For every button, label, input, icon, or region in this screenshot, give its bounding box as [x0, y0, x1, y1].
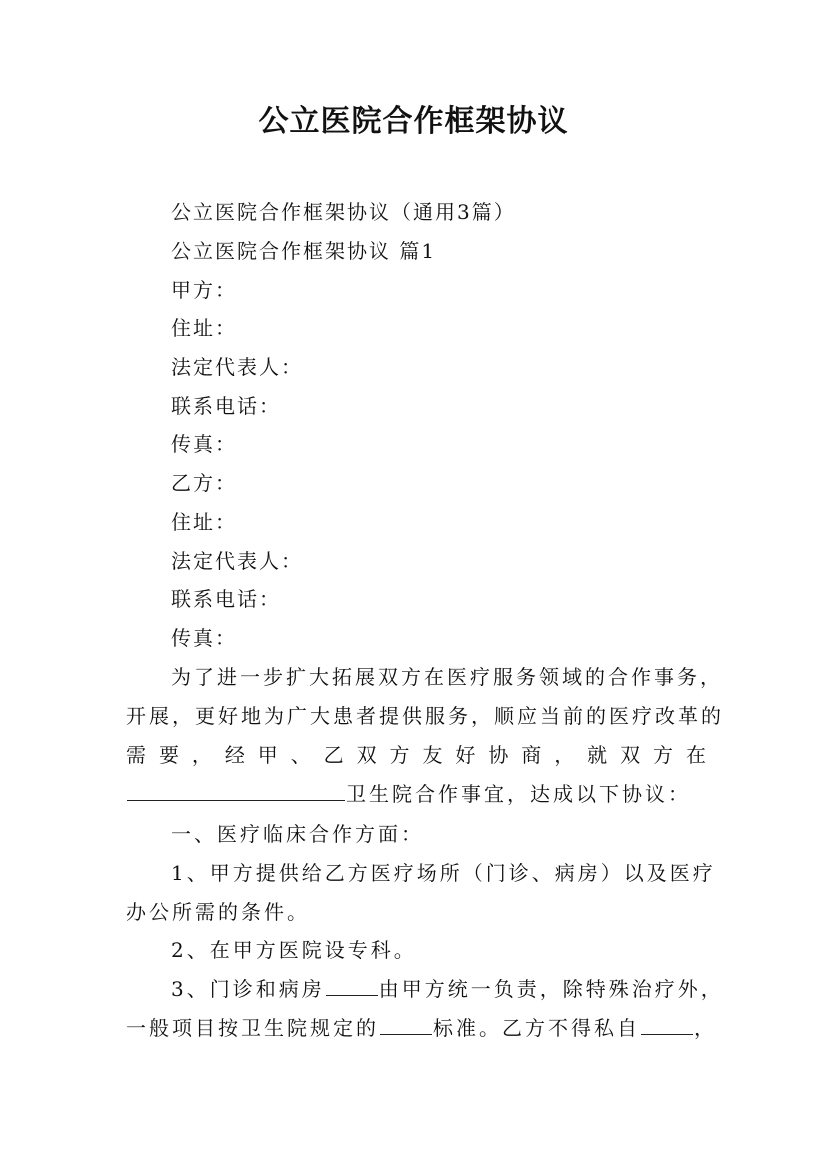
clause-3-text-d: 标准。乙方不得私自	[433, 1016, 640, 1040]
intro-line-3-char: ，	[554, 743, 575, 767]
clause-3-line-1	[171, 975, 724, 1003]
party-b-fax: 传真：	[171, 626, 237, 650]
intro-line-2: 开展，更好地为广大患者提供服务，顺应当前的医疗改革的	[126, 704, 724, 728]
intro-line-3-char: 要	[158, 743, 179, 767]
party-a-fax: 传真：	[171, 432, 237, 456]
party-a-legal-rep: 法定代表人：	[171, 355, 303, 379]
intro-line-3-char: 好	[455, 743, 476, 767]
document-title: 公立医院合作框架协议	[258, 104, 569, 139]
party-b-address: 住址：	[171, 510, 237, 534]
intro-line-3-char: 就	[587, 743, 608, 767]
clause-3-text-c: 一般项目按卫生院规定的	[126, 1016, 379, 1040]
document-subtitle: 公立医院合作框架协议（通用3篇）	[171, 200, 516, 224]
fill-blank	[326, 975, 378, 996]
party-b-legal-rep: 法定代表人：	[171, 549, 303, 573]
fill-blank	[127, 780, 345, 801]
section-heading: 公立医院合作框架协议 篇1	[171, 239, 437, 263]
intro-line-3-char: 友	[422, 743, 443, 767]
intro-line-3	[126, 741, 706, 769]
clinical-heading: 一、医疗临床合作方面：	[171, 822, 424, 846]
clause-3-line-2	[126, 1014, 717, 1042]
intro-line-4-text: 卫生院合作事宜，达成以下协议：	[346, 782, 691, 806]
intro-line-3-char: 甲	[257, 743, 278, 767]
fill-blank	[380, 1014, 432, 1035]
intro-line-3-char: 双	[356, 743, 377, 767]
intro-line-3-char: 乙	[323, 743, 344, 767]
clause-2: 2、在甲方医院设专科。	[171, 938, 417, 962]
party-a-label: 甲方：	[171, 278, 237, 302]
clause-1-line-2: 办公所需的条件。	[126, 900, 310, 924]
intro-line-3-char: 在	[685, 743, 706, 767]
intro-line-3-char: 需	[126, 743, 146, 767]
party-b-phone: 联系电话：	[171, 587, 281, 611]
clause-3-text-b: 由甲方统一负责，除特殊治疗外，	[378, 977, 724, 1001]
intro-line-3-char: 经	[224, 743, 245, 767]
intro-line-3-char: 双	[620, 743, 641, 767]
intro-line-3-char: ，	[191, 743, 212, 767]
intro-line-3-char: 方	[653, 743, 673, 767]
clause-3-text-e: ，	[694, 1016, 717, 1040]
intro-line-4	[126, 780, 691, 808]
intro-line-3-char: 商	[521, 743, 542, 767]
fill-blank	[641, 1014, 693, 1035]
party-b-label: 乙方：	[171, 471, 237, 495]
intro-line-3-char: 方	[389, 743, 410, 767]
party-a-phone: 联系电话：	[171, 394, 281, 418]
intro-line-3-char: 、	[290, 743, 311, 767]
clause-3-text-a: 3、门诊和病房	[171, 977, 325, 1001]
party-a-address: 住址：	[171, 316, 237, 340]
intro-line-3-char: 协	[488, 743, 509, 767]
clause-1-line-1: 1、甲方提供给乙方医疗场所（门诊、病房）以及医疗	[171, 861, 716, 885]
intro-line-1: 为了进一步扩大拓展双方在医疗服务领域的合作事务，	[171, 665, 723, 689]
